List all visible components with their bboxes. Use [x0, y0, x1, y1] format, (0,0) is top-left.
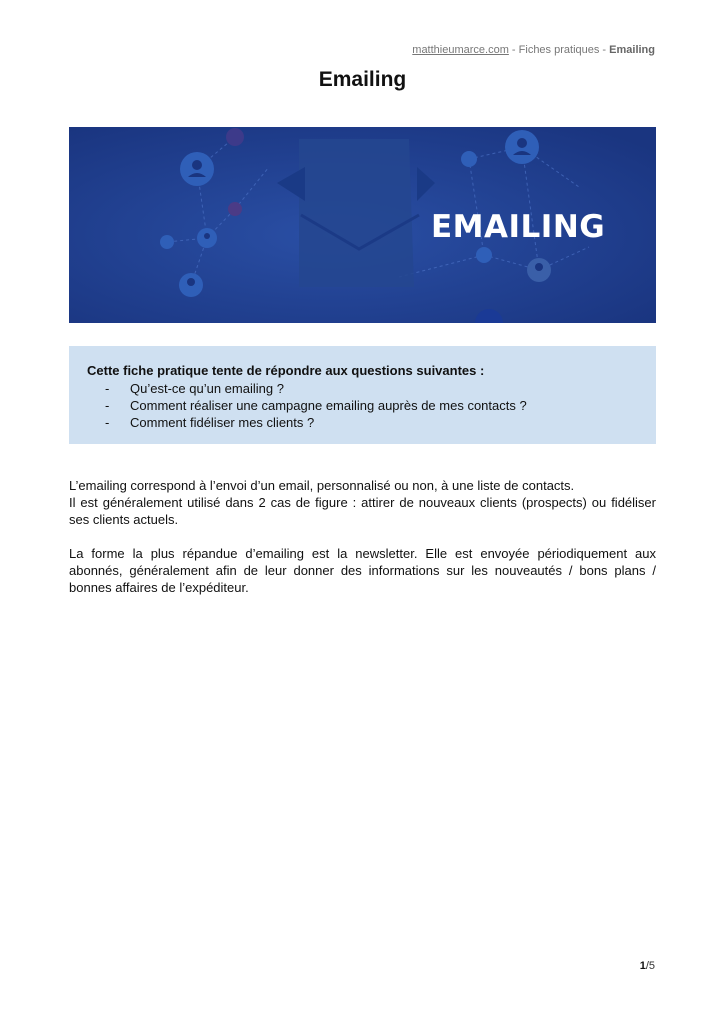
page-current: 1 [639, 960, 646, 972]
questions-heading: Cette fiche pratique tente de répondre aux questions suivantes : [87, 363, 485, 378]
question-item: - Comment fidéliser mes clients ? [105, 415, 315, 430]
question-item: - Qu’est-ce qu’un emailing ? [105, 381, 284, 396]
intro-continuation: Il est généralement utilisé dans 2 cas de figure : attirer de nouveaux clients (prospects) ou fidéliser ses clients actuels. [69, 495, 656, 527]
question-item: - Comment réaliser une campagne emailing auprès de mes contacts ? [105, 398, 527, 413]
breadcrumb [412, 44, 655, 56]
bullet-dash: - [105, 415, 110, 430]
questions-list [105, 380, 527, 431]
page-title: Emailing [318, 68, 407, 91]
banner-title: EMAILING [431, 209, 606, 245]
emailing-banner-image [69, 127, 656, 323]
bullet-dash: - [105, 381, 110, 396]
intro-line: L’emailing correspond à l’envoi d’un email, personnalisé ou non, à une liste de contacts. [69, 478, 575, 493]
breadcrumb-separator: - [599, 44, 610, 56]
intro-paragraph [69, 477, 656, 528]
breadcrumb-current: Emailing [609, 44, 655, 56]
questions-box [69, 346, 656, 444]
bullet-dash: - [105, 398, 110, 413]
breadcrumb-separator: - [508, 44, 519, 56]
site-link[interactable]: matthieumarce.com [412, 44, 509, 56]
breadcrumb-section: Fiches pratiques [518, 44, 600, 56]
page-number [640, 960, 655, 972]
page-total: /5 [645, 960, 655, 972]
newsletter-paragraph: La forme la plus répandue d’emailing est la newsletter. Elle est envoyée périodiquement aux abonnés, généralement afin de leur donner des informations sur les nouveautés / bons plans / bonnes affaires de l’expéditeur. [69, 546, 656, 595]
